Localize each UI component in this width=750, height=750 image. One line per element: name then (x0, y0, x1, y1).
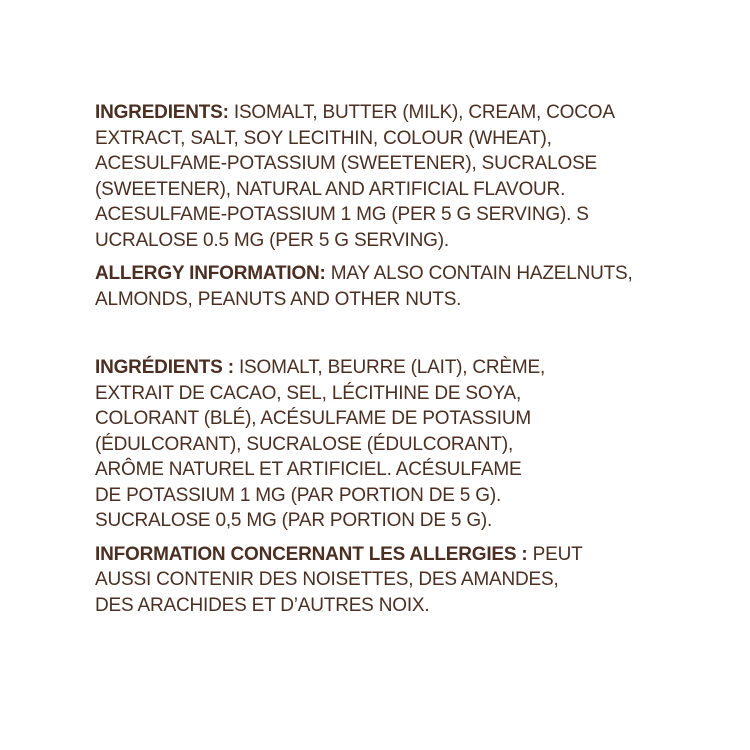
english-ingredients-heading: INGREDIENTS: (95, 102, 229, 123)
english-ingredients-line: (SWEETENER), NATURAL AND ARTIFICIAL FLAVOUR. (95, 178, 566, 200)
french-allergy-line: AUSSI CONTENIR DES NOISETTES, DES AMANDES, (95, 569, 559, 590)
english-allergy-line: ALMONDS, PEANUTS AND OTHER NUTS. (95, 288, 462, 310)
english-allergy-line (95, 261, 725, 287)
ingredient-label-panel (95, 100, 725, 618)
english-allergy-text: MAY ALSO CONTAIN HAZELNUTS, (325, 263, 633, 284)
english-allergy-paragraph (95, 261, 725, 312)
french-ingredients-paragraph (95, 355, 725, 534)
english-ingredients-line (95, 100, 725, 126)
french-allergy-text: PEUT (527, 543, 583, 565)
french-ingredients-line: ARÔME NATUREL ET ARTIFICIEL. ACÉSULFAME (95, 459, 522, 480)
english-ingredients-line: ACESULFAME-POTASSIUM 1 MG (PER 5 G SERVING). S (95, 204, 589, 225)
french-allergy-line: DES ARACHIDES ET D’AUTRES NOIX. (95, 594, 430, 616)
french-ingredients-line (95, 355, 725, 381)
english-ingredients-line: UCRALOSE 0.5 MG (PER 5 G SERVING). (95, 229, 449, 251)
english-ingredients-text: ISOMALT, BUTTER (MILK), CREAM, COCOA (228, 102, 615, 123)
english-section (95, 100, 725, 312)
french-ingredients-line: EXTRAIT DE CACAO, SEL, LÉCITHINE DE SOYA, (95, 382, 522, 404)
french-ingredients-line: DE POTASSIUM 1 MG (PAR PORTION DE 5 G). (95, 484, 502, 506)
english-ingredients-line: EXTRACT, SALT, SOY LECITHIN, COLOUR (WHEAT), (95, 127, 552, 149)
english-ingredients-line: ACESULFAME-POTASSIUM (SWEETENER), SUCRALOSE (95, 153, 598, 174)
french-ingredients-line: SUCRALOSE 0,5 MG (PAR PORTION DE 5 G). (95, 510, 493, 531)
french-ingredients-text: ISOMALT, BEURRE (LAIT), CRÈME, (233, 357, 546, 378)
french-allergy-heading: INFORMATION CONCERNANT LES ALLERGIES : (95, 543, 528, 565)
french-allergy-paragraph (95, 542, 725, 619)
french-section (95, 355, 725, 618)
french-ingredients-heading: INGRÉDIENTS : (95, 357, 234, 378)
english-ingredients-paragraph (95, 100, 725, 253)
french-allergy-line (95, 542, 725, 568)
english-allergy-heading: ALLERGY INFORMATION: (95, 263, 326, 284)
french-ingredients-line: COLORANT (BLÉ), ACÉSULFAME DE POTASSIUM (95, 408, 531, 429)
french-ingredients-line: (ÉDULCORANT), SUCRALOSE (ÉDULCORANT), (95, 433, 514, 455)
